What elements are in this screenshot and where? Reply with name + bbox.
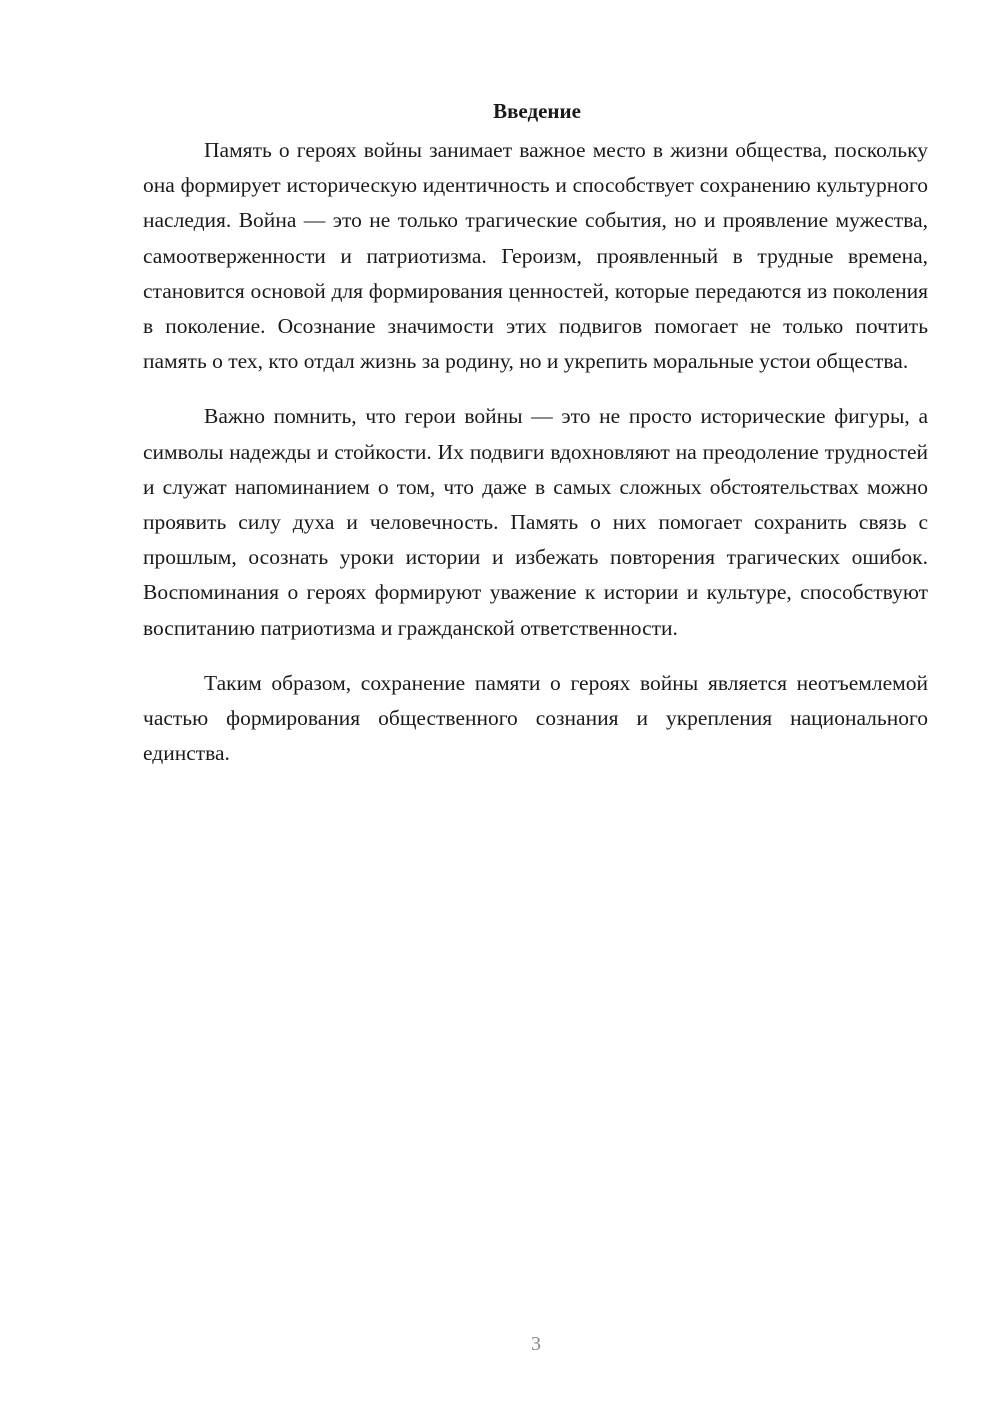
paragraph-2: Важно помнить, что герои войны — это не просто исторические фигуры, а символы надежды и стойкости. Их подвиги вдохновляют на преодоление трудностей и служат напоминанием о том, что даже в самых сложных обстоятельствах можно проявить силу духа и человечность. Память о них помогает сохранить связь с прошлым, осознать уроки истории и избежать повторения трагических ошибок. Воспоминания о героях формируют уважение к истории и культуре, способствуют воспитанию патриотизма и гражданской ответственности. (143, 404, 928, 640)
paragraph-1: Память о героях войны занимает важное место в жизни общества, поскольку она формирует историческую идентичность и способствует сохранению культурного наследия. Война — это не только трагические события, но и проявление мужества, самоотверженности и патриотизма. Героизм, проявленный в трудные времена, становится основой для формирования ценностей, которые передаются из поколения в поколение. Осознание значимости этих подвигов помогает не только почтить память о тех, кто отдал жизнь за родину, но и укрепить моральные устои общества. (143, 138, 928, 374)
section-heading: Введение (493, 99, 581, 123)
page-content (143, 92, 928, 791)
paragraph-3: Таким образом, сохранение памяти о героях войны является неотъемлемой частью формирования общественного сознания и укрепления национального единства. (143, 670, 928, 766)
page-number: 3 (531, 1333, 541, 1355)
